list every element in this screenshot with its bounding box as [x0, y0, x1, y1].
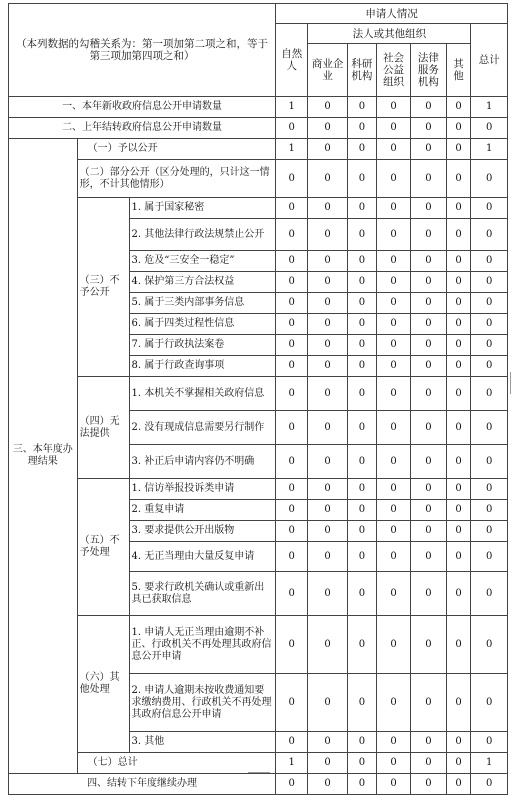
- value-cell: 0: [376, 118, 410, 139]
- item-label: 2. 没有现成信息需要另行制作: [129, 411, 276, 445]
- value-cell: 0: [411, 314, 446, 335]
- item-label: 3. 其他: [129, 732, 276, 753]
- group-label-unable-provide: （四）无法提供: [77, 377, 129, 479]
- value-cell: 0: [446, 500, 471, 521]
- row-label-carried-over: 二、上年结转政府信息公开申请数量: [9, 118, 276, 139]
- value-cell: 0: [308, 753, 347, 774]
- value-cell: 0: [471, 616, 508, 674]
- value-cell: 0: [471, 500, 508, 521]
- value-cell: 0: [308, 139, 347, 160]
- group-label-other-processing: （六）其他处理: [77, 616, 129, 753]
- value-cell: 0: [446, 542, 471, 572]
- value-cell: 0: [376, 732, 410, 753]
- value-cell: 0: [471, 219, 508, 251]
- value-cell: 0: [308, 521, 347, 542]
- item-label: 4. 保护第三方合法权益: [129, 272, 276, 293]
- value-cell: 0: [446, 479, 471, 500]
- value-cell: 0: [376, 542, 410, 572]
- value-cell: 0: [276, 616, 308, 674]
- header-legal-group: 法人或其他组织: [308, 24, 471, 44]
- value-cell: 0: [446, 198, 471, 219]
- value-cell: 0: [411, 272, 446, 293]
- table-row: [9, 160, 508, 198]
- value-cell: 0: [347, 139, 376, 160]
- item-label: 1. 申请人无正当理由逾期不补正、行政机关不再处理其政府信息公开申请: [129, 616, 276, 674]
- value-cell: 0: [471, 293, 508, 314]
- value-cell: 0: [446, 293, 471, 314]
- value-cell: 0: [471, 732, 508, 753]
- value-cell: 0: [376, 139, 410, 160]
- value-cell: 0: [471, 542, 508, 572]
- value-cell: 0: [276, 356, 308, 377]
- value-cell: 0: [347, 774, 376, 795]
- value-cell: 0: [471, 479, 508, 500]
- value-cell: 0: [347, 542, 376, 572]
- value-cell: 0: [446, 272, 471, 293]
- value-cell: 0: [376, 219, 410, 251]
- value-cell: 0: [308, 356, 347, 377]
- value-cell: 0: [308, 616, 347, 674]
- value-cell: 0: [347, 219, 376, 251]
- value-cell: 0: [471, 411, 508, 445]
- value-cell: 0: [411, 674, 446, 732]
- value-cell: 0: [376, 753, 410, 774]
- row-label-carry-forward: 四、结转下年度继续办理: [9, 774, 276, 795]
- value-cell: 0: [411, 445, 446, 479]
- value-cell: 0: [376, 572, 410, 616]
- value-cell: 0: [376, 616, 410, 674]
- value-cell: 0: [376, 97, 410, 118]
- item-label: 1. 属于国家秘密: [129, 198, 276, 219]
- item-label: 2. 其他法律行政法规禁止公开: [129, 219, 276, 251]
- item-label: 5. 属于三类内部事务信息: [129, 293, 276, 314]
- table-row: [9, 479, 508, 500]
- value-cell: 0: [308, 445, 347, 479]
- item-label: 2. 申请人逾期未按收费通知要求缴纳费用、行政机关不再处理其政府信息公开申请: [129, 674, 276, 732]
- value-cell: 0: [376, 445, 410, 479]
- value-cell: 0: [446, 97, 471, 118]
- item-label: 7. 属于行政执法案卷: [129, 335, 276, 356]
- value-cell: 0: [376, 293, 410, 314]
- header-total: 总计: [471, 24, 508, 97]
- value-cell: 0: [308, 118, 347, 139]
- value-cell: 0: [347, 732, 376, 753]
- header-col-other: 其他: [446, 44, 471, 97]
- item-label: 1. 信访举报投诉类申请: [129, 479, 276, 500]
- value-cell: 0: [376, 314, 410, 335]
- value-cell: 0: [347, 674, 376, 732]
- value-cell: 0: [411, 356, 446, 377]
- value-cell: 0: [276, 774, 308, 795]
- table-row: [9, 118, 508, 139]
- row-label-subtotal: （七）总计: [77, 753, 276, 774]
- value-cell: 0: [446, 118, 471, 139]
- table-row: [9, 139, 508, 160]
- value-cell: 0: [308, 542, 347, 572]
- value-cell: 0: [446, 774, 471, 795]
- item-label: 3. 危及“三安全一稳定”: [129, 251, 276, 272]
- value-cell: 0: [471, 314, 508, 335]
- value-cell: 0: [308, 219, 347, 251]
- value-cell: 0: [411, 293, 446, 314]
- value-cell: 0: [411, 616, 446, 674]
- item-label: 8. 属于行政查询事项: [129, 356, 276, 377]
- value-cell: 0: [471, 377, 508, 411]
- value-cell: 0: [446, 445, 471, 479]
- value-cell: 0: [276, 377, 308, 411]
- value-cell: 0: [446, 356, 471, 377]
- value-cell: 0: [347, 572, 376, 616]
- value-cell: 0: [471, 272, 508, 293]
- value-cell: 0: [347, 500, 376, 521]
- value-cell: 0: [347, 293, 376, 314]
- item-label: 6. 属于四类过程性信息: [129, 314, 276, 335]
- value-cell: 0: [308, 335, 347, 356]
- value-cell: 0: [308, 272, 347, 293]
- value-cell: 0: [276, 479, 308, 500]
- value-cell: 0: [308, 293, 347, 314]
- value-cell: 0: [376, 500, 410, 521]
- info-disclosure-table: [8, 3, 508, 795]
- value-cell: 0: [347, 753, 376, 774]
- value-cell: 0: [411, 732, 446, 753]
- value-cell: 0: [276, 219, 308, 251]
- value-cell: 0: [276, 542, 308, 572]
- value-cell: 0: [347, 356, 376, 377]
- value-cell: 0: [446, 160, 471, 198]
- value-cell: 0: [276, 118, 308, 139]
- value-cell: 0: [411, 500, 446, 521]
- row-label-partial-disclosure: （二）部分公开（区分处理的，只计这一情形，不计其他情形）: [77, 160, 276, 198]
- value-cell: 0: [376, 160, 410, 198]
- value-cell: 0: [411, 572, 446, 616]
- table-row: [9, 616, 508, 674]
- value-cell: 0: [376, 251, 410, 272]
- value-cell: 0: [276, 521, 308, 542]
- value-cell: 0: [308, 251, 347, 272]
- value-cell: 0: [276, 272, 308, 293]
- header-natural: 自然人: [276, 24, 308, 97]
- value-cell: 0: [411, 219, 446, 251]
- value-cell: 0: [446, 139, 471, 160]
- value-cell: 0: [411, 118, 446, 139]
- value-cell: 0: [411, 97, 446, 118]
- value-cell: 0: [276, 445, 308, 479]
- value-cell: 0: [471, 774, 508, 795]
- value-cell: 0: [276, 335, 308, 356]
- value-cell: 1: [471, 97, 508, 118]
- value-cell: 0: [347, 97, 376, 118]
- value-cell: 0: [276, 674, 308, 732]
- item-label: 3. 补正后申请内容仍不明确: [129, 445, 276, 479]
- value-cell: 0: [376, 411, 410, 445]
- value-cell: 0: [308, 674, 347, 732]
- value-cell: 0: [411, 160, 446, 198]
- margin-mark: [248, 772, 270, 778]
- value-cell: 1: [276, 139, 308, 160]
- value-cell: 0: [308, 500, 347, 521]
- value-cell: 0: [411, 335, 446, 356]
- value-cell: 0: [347, 479, 376, 500]
- value-cell: 0: [411, 198, 446, 219]
- value-cell: 0: [446, 521, 471, 542]
- item-label: 2. 重复申请: [129, 500, 276, 521]
- value-cell: 0: [276, 572, 308, 616]
- group-label-not-disclosed: （三）不予公开: [77, 198, 129, 377]
- header-col-legal: 法律服务机构: [411, 44, 446, 97]
- value-cell: 0: [347, 314, 376, 335]
- value-cell: 0: [446, 616, 471, 674]
- header-note: （本列数据的勾稽关系为：第一项加第二项之和，等于第三项加第四项之和）: [9, 4, 276, 97]
- value-cell: 0: [376, 198, 410, 219]
- value-cell: 0: [411, 139, 446, 160]
- group-label-not-processed: （五）不予处理: [77, 479, 129, 616]
- value-cell: 0: [276, 160, 308, 198]
- value-cell: 0: [347, 335, 376, 356]
- value-cell: 0: [308, 97, 347, 118]
- value-cell: 0: [308, 377, 347, 411]
- value-cell: 1: [276, 753, 308, 774]
- value-cell: 0: [471, 335, 508, 356]
- value-cell: 0: [276, 411, 308, 445]
- row-label-full-disclosure: （一）予以公开: [77, 139, 276, 160]
- value-cell: 0: [276, 500, 308, 521]
- header-col-welfare: 社会公益组织: [376, 44, 410, 97]
- item-label: 1. 本机关不掌握相关政府信息: [129, 377, 276, 411]
- value-cell: 0: [446, 732, 471, 753]
- value-cell: 0: [446, 411, 471, 445]
- value-cell: 0: [446, 251, 471, 272]
- value-cell: 0: [446, 572, 471, 616]
- table-row: [9, 753, 508, 774]
- value-cell: 0: [308, 479, 347, 500]
- value-cell: 0: [376, 356, 410, 377]
- value-cell: 0: [446, 314, 471, 335]
- value-cell: 0: [471, 521, 508, 542]
- value-cell: 0: [347, 118, 376, 139]
- value-cell: 0: [308, 160, 347, 198]
- value-cell: 0: [376, 377, 410, 411]
- value-cell: 0: [276, 251, 308, 272]
- value-cell: 0: [471, 674, 508, 732]
- value-cell: 0: [347, 198, 376, 219]
- item-label: 4. 无正当理由大量反复申请: [129, 542, 276, 572]
- value-cell: 0: [376, 335, 410, 356]
- value-cell: 0: [347, 272, 376, 293]
- value-cell: 0: [411, 521, 446, 542]
- value-cell: 0: [347, 160, 376, 198]
- table-row: [9, 97, 508, 118]
- value-cell: 0: [446, 219, 471, 251]
- value-cell: 0: [376, 272, 410, 293]
- value-cell: 0: [347, 251, 376, 272]
- header-applicant: 申请人情况: [276, 4, 508, 24]
- table-row: [9, 198, 508, 219]
- value-cell: 0: [347, 521, 376, 542]
- value-cell: 0: [471, 251, 508, 272]
- value-cell: 0: [411, 542, 446, 572]
- value-cell: 0: [411, 753, 446, 774]
- value-cell: 0: [411, 377, 446, 411]
- value-cell: 0: [471, 118, 508, 139]
- table-row: [9, 377, 508, 411]
- value-cell: 0: [471, 160, 508, 198]
- value-cell: 0: [411, 411, 446, 445]
- value-cell: 1: [276, 97, 308, 118]
- value-cell: 0: [376, 521, 410, 542]
- value-cell: 0: [446, 335, 471, 356]
- value-cell: 0: [308, 314, 347, 335]
- value-cell: 0: [376, 774, 410, 795]
- value-cell: 0: [446, 753, 471, 774]
- value-cell: 0: [347, 411, 376, 445]
- value-cell: 0: [308, 732, 347, 753]
- value-cell: 0: [276, 732, 308, 753]
- section-3-label: 三、本年度办理结果: [9, 139, 78, 774]
- value-cell: 0: [471, 198, 508, 219]
- value-cell: 0: [276, 293, 308, 314]
- value-cell: 0: [471, 445, 508, 479]
- value-cell: 0: [411, 479, 446, 500]
- item-label: 5. 要求行政机关确认或重新出具已获取信息: [129, 572, 276, 616]
- value-cell: 0: [276, 198, 308, 219]
- value-cell: 0: [471, 356, 508, 377]
- row-label-new-requests: 一、本年新收政府信息公开申请数量: [9, 97, 276, 118]
- value-cell: 0: [347, 616, 376, 674]
- value-cell: 0: [347, 445, 376, 479]
- value-cell: 0: [347, 377, 376, 411]
- value-cell: 0: [411, 251, 446, 272]
- value-cell: 0: [376, 674, 410, 732]
- value-cell: 0: [308, 198, 347, 219]
- value-cell: 1: [471, 139, 508, 160]
- header-col-research: 科研机构: [347, 44, 376, 97]
- value-cell: 0: [471, 572, 508, 616]
- value-cell: 0: [376, 479, 410, 500]
- value-cell: 0: [446, 377, 471, 411]
- value-cell: 1: [471, 753, 508, 774]
- value-cell: 0: [446, 674, 471, 732]
- value-cell: 0: [308, 411, 347, 445]
- header-col-business: 商业企业: [308, 44, 347, 97]
- value-cell: 0: [276, 314, 308, 335]
- value-cell: 0: [308, 572, 347, 616]
- value-cell: 0: [308, 774, 347, 795]
- item-label: 3. 要求提供公开出版物: [129, 521, 276, 542]
- value-cell: 0: [411, 774, 446, 795]
